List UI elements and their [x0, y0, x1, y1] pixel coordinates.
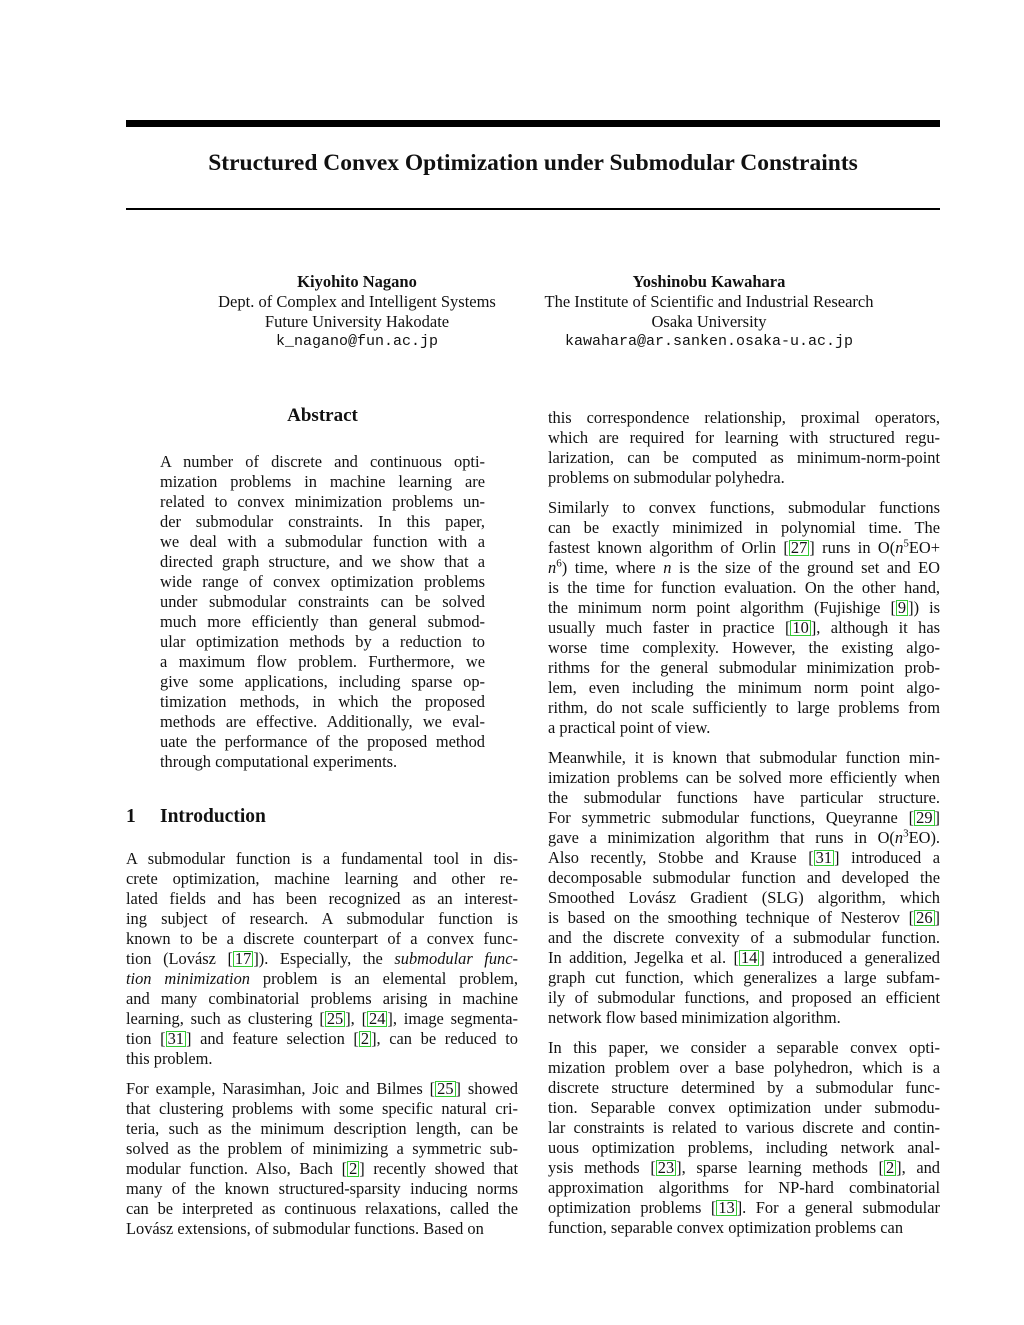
text-line: lar constraints is related to various discrete and contin-: [548, 1118, 940, 1137]
citation-link[interactable]: 17: [234, 949, 252, 968]
text-line: solved as the problem of minimizing a symmetric sub-: [126, 1139, 518, 1158]
text-line: tion [ 31 ] and feature selection [ 2 ], can be reduced to: [126, 1029, 518, 1048]
text-line: directed graph structure, and we show that a: [160, 552, 485, 571]
author-name: Yoshinobu Kawahara: [632, 272, 786, 291]
text-line: For example, Narasimhan, Joic and Bilmes [ 25 ] showed: [126, 1079, 518, 1098]
text-line: mization problems in machine learning are: [160, 472, 485, 491]
section-heading: [126, 806, 266, 828]
text-line: tion (Lovász [ 17 ]). Especially, the submodular func-: [126, 949, 518, 968]
text-line: methods are effective. Additionally, we eval-: [160, 712, 485, 731]
text-line: gave a minimization algorithm that runs in $O(n^3EO)$.: [548, 827, 940, 847]
text-line: tion. Separable convex optimization under submodu-: [548, 1098, 940, 1117]
citation-link[interactable]: 23: [657, 1158, 675, 1177]
text-line: worse time complexity. However, the existing algo-: [548, 638, 940, 657]
abstract-heading: Abstract: [287, 405, 358, 426]
citation-link[interactable]: 2: [349, 1159, 358, 1178]
text-line: the minimum norm point algorithm (Fujishige [ 9 ]) is: [548, 598, 941, 617]
text-line: Lovász extensions, of submodular functions. Based on: [126, 1219, 484, 1238]
text-line: can be exactly minimized in polynomial time. The: [548, 518, 940, 537]
text-line: imization problems can be solved more efficiently when: [548, 768, 940, 787]
text-line: graph cut function, which generalizes a large subfam-: [548, 968, 940, 987]
paragraph: [126, 849, 518, 1069]
section-number: 1: [126, 806, 136, 827]
text-line: optimization problems [ 13 ]. For a general submodular: [548, 1198, 940, 1217]
title-rule: [126, 208, 940, 210]
text-line: timization methods, in which the proposed: [160, 692, 485, 711]
author-affiliation: Dept. of Complex and Intelligent Systems: [218, 292, 496, 311]
author-block-2: [519, 272, 899, 352]
text-line: network flow based minimization algorithm.: [548, 1008, 841, 1027]
text-line: decomposable submodular function and developed the: [548, 868, 940, 887]
text-line: many of the known structured-sparsity inducing norms: [126, 1179, 518, 1198]
text-line: Meanwhile, it is known that submodular function min-: [548, 748, 940, 767]
text-line: can be interpreted as continuous relaxations, called the: [126, 1199, 518, 1218]
citation-link[interactable]: 29: [916, 808, 933, 827]
citation-link[interactable]: 31: [167, 1029, 184, 1048]
right-column-body: [548, 408, 940, 1248]
text-line: and many combinatorial problems arising in machine: [126, 989, 518, 1008]
text-line: ing subject of research. A submodular function is: [126, 909, 518, 928]
text-line: modular function. Also, Bach [ 2 ] recently showed that: [126, 1159, 519, 1178]
text-line: we deal with a submodular function with a: [160, 532, 485, 551]
section-title: Introduction: [160, 806, 266, 827]
text-line: der submodular constraints. In this paper,: [160, 512, 485, 531]
citation-link[interactable]: 31: [815, 848, 833, 867]
text-line: crete optimization, machine learning and other re-: [126, 869, 518, 888]
text-line: through computational experiments.: [160, 752, 398, 771]
text-line: usually much faster in practice [ 10 ], although it has: [548, 618, 940, 637]
text-line: mization problem over a base polyhedron, which is a: [548, 1058, 940, 1077]
citation-link[interactable]: 13: [718, 1198, 735, 1217]
text-line: under submodular constraints can be solved: [160, 592, 485, 611]
text-line: In this paper, we consider a separable convex opti-: [548, 1038, 940, 1057]
text-line: ysis methods [ 23 ], sparse learning methods [ 2 ], and: [548, 1158, 940, 1177]
text-line: a maximum flow problem. Furthermore, we: [160, 652, 485, 671]
text-line: give some applications, including sparse op-: [160, 672, 485, 691]
text-line: For symmetric submodular functions, Queyranne [ 29 ]: [548, 808, 940, 827]
text-line: ular optimization methods by a reduction to: [160, 632, 485, 651]
text-line: this correspondence relationship, proximal operators,: [548, 408, 940, 427]
author-name: Kiyohito Nagano: [297, 272, 417, 291]
text-line: ily of submodular functions, and proposed an efficient: [548, 988, 940, 1007]
text-line: rithm, do not scale sufficiently to large problems from: [548, 698, 940, 717]
top-rule: [126, 120, 940, 127]
author-institution: Osaka University: [651, 312, 767, 331]
text-line: approximation algorithms for NP-hard combinatorial: [548, 1178, 940, 1197]
text-line: discrete structure determined by a submodular func-: [548, 1078, 940, 1097]
citation-link[interactable]: 26: [916, 908, 933, 927]
text-line: A submodular function is a fundamental tool in dis-: [126, 849, 518, 868]
text-line: this problem.: [126, 1049, 213, 1068]
citation-link[interactable]: 2: [885, 1158, 895, 1177]
citation-link[interactable]: 2: [360, 1029, 370, 1048]
text-line: is the time for function evaluation. On the other hand,: [548, 578, 940, 597]
text-line: Smoothed Lovász Gradient (SLG) algorithm, which: [548, 888, 940, 907]
text-line: a practical point of view.: [548, 718, 711, 737]
text-line: In addition, Jegelka et al. [ 14 ] introduced a generalized: [548, 948, 940, 967]
text-line: learning, such as clustering [ 25 ], [ 24 ], image segmenta-: [126, 1009, 518, 1028]
text-line: Also recently, Stobbe and Krause [ 31 ] introduced a: [548, 848, 940, 867]
citation-link[interactable]: 14: [740, 948, 758, 967]
citation-link[interactable]: 25: [437, 1079, 454, 1098]
text-line: problems on submodular polyhedra.: [548, 468, 785, 487]
text-line: related to convex minimization problems un-: [160, 492, 485, 511]
author-email[interactable]: kawahara@ar.sanken.osaka-u.ac.jp: [564, 333, 854, 350]
abstract-body: [160, 452, 485, 782]
paragraph: [126, 1079, 518, 1239]
text-line: function, separable convex optimization problems can: [548, 1218, 904, 1237]
citation-link[interactable]: 10: [792, 618, 809, 637]
author-institution: Future University Hakodate: [264, 312, 450, 331]
text-line: which are required for learning with structured regu-: [548, 428, 940, 447]
paragraph: [548, 408, 940, 488]
citation-link[interactable]: 25: [326, 1009, 344, 1028]
text-line: the submodular functions have particular structure.: [548, 788, 940, 807]
text-line: teria, such as the minimum description length, can be: [126, 1119, 518, 1138]
text-line: wide range of convex optimization problems: [160, 572, 485, 591]
text-line: Similarly to convex functions, submodular functions: [548, 498, 940, 517]
author-affiliation: The Institute of Scientific and Industrial Research: [544, 292, 874, 311]
paragraph: [548, 498, 940, 738]
paper-title: Structured Convex Optimization under Submodular Constraints: [208, 150, 858, 176]
text-line: known to be a discrete counterpart of a convex func-: [126, 929, 518, 948]
author-email[interactable]: k_nagano@fun.ac.jp: [275, 333, 439, 350]
text-line: much more efficiently than general submod-: [160, 612, 485, 631]
text-line: fastest known algorithm of Orlin [ 27 ] runs in $O(n^5EO+$: [548, 537, 941, 557]
text-line: uous optimization problems, including network anal-: [548, 1138, 940, 1157]
citation-link[interactable]: 9: [897, 598, 907, 617]
left-column-body: [126, 849, 518, 1249]
text-line: larization, can be computed as minimum-norm-point: [548, 448, 940, 467]
citation-link[interactable]: 27: [790, 538, 808, 557]
text-line: rithms for the general submodular minimization prob-: [548, 658, 940, 677]
citation-link[interactable]: 24: [369, 1009, 386, 1028]
text-line: that clustering problems with some specific natural cri-: [126, 1099, 518, 1118]
paragraph: [160, 452, 485, 772]
text-line: and the discrete convexity of a submodular function.: [548, 928, 940, 947]
text-line: $n^6$) time, where n is the size of the ground set and EO: [548, 557, 940, 577]
paragraph: [548, 1038, 940, 1238]
author-block-1: [197, 272, 517, 352]
text-line: uate the performance of the proposed method: [160, 732, 485, 751]
text-line: lem, even including the minimum norm point algo-: [548, 678, 940, 697]
text-line: A number of discrete and continuous opti-: [160, 452, 485, 471]
text-line: is based on the smoothing technique of Nesterov [ 26 ]: [548, 908, 940, 927]
text-line: tion minimization problem is an elemental problem,: [126, 969, 518, 988]
paragraph: [548, 748, 940, 1028]
text-line: lated fields and has been recognized as an interest-: [126, 889, 518, 908]
